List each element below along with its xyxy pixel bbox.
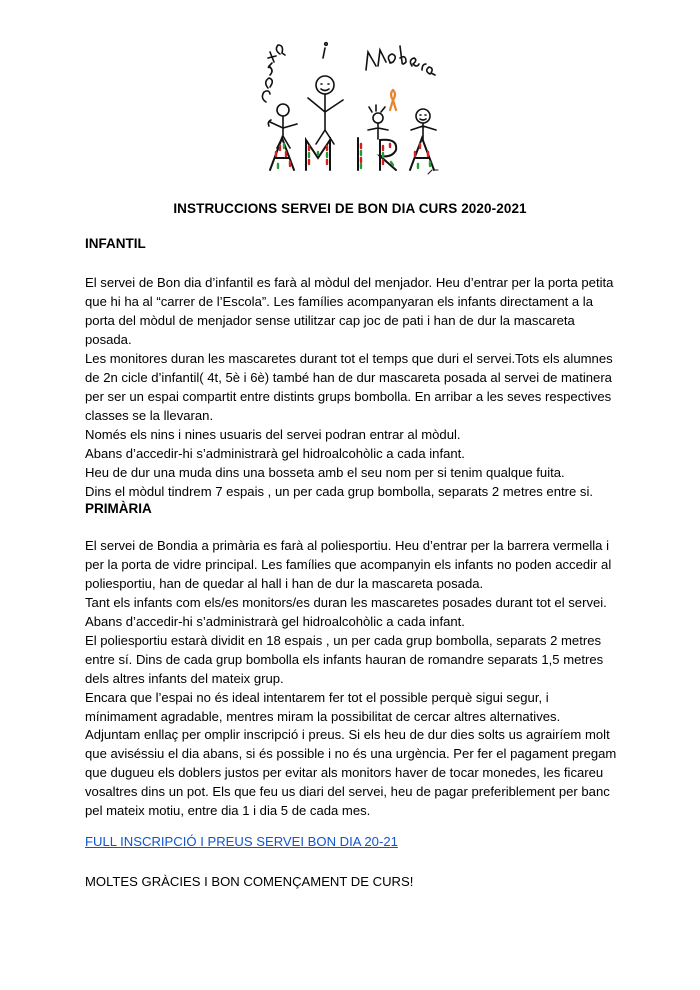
text-line: Encara que l’espai no és ideal intentarem fer tot el possible perquè sigui segur, i	[85, 690, 549, 705]
text-line: que dugueu els doblers justos per evitar als monitors haver de tocar monedes, les ficareu	[85, 765, 604, 780]
text-line: entre sí. Dins de cada grup bombolla els infants hauran de romandre separats 1,5 metres	[85, 652, 604, 667]
closing-text: MOLTES GRÀCIES I BON COMENÇAMENT DE CURS!	[85, 874, 414, 889]
text-line: Adjuntam enllaç per omplir inscripció i preus. Si els heu de dur dies solts us agrairíem molt	[85, 727, 610, 742]
text-line: mínimament agradable, mentres miram la possibilitat de cercar altres alternatives.	[85, 709, 561, 724]
text-line: classes se la llevaran.	[85, 408, 214, 423]
text-line: de 2n cicle d’infantil( 4t, 5è i 6è) també han de dur mascareta posada al servei de matinera	[85, 370, 612, 385]
text-line: vosaltres dins un pot. Els que feu us diari del servei, heu de pagar preferiblement per banc	[85, 784, 610, 799]
text-line: porta del mòdul de menjador sense utilitzar cap joc de pati i han de dur la mascareta	[85, 313, 575, 328]
section-heading-primaria: PRIMÀRIA	[85, 501, 152, 516]
text-line: Tant els infants com els/es monitors/es duran les mascaretes posades durant tot el servei.	[85, 595, 607, 610]
document-title: INSTRUCCIONS SERVEI DE BON DIA CURS 2020-2021	[173, 201, 527, 216]
section-heading-infantil: INFANTIL	[85, 236, 146, 251]
registration-form-link[interactable]: FULL INSCRIPCIÓ I PREUS SERVEI BON DIA 20-21	[85, 834, 398, 849]
text-line: per la porta de vidre principal. Les famílies que acompanyin els infants no poden accedir al	[85, 557, 612, 572]
text-line: posada.	[85, 332, 132, 347]
text-line: Només els nins i nines usuaris del servei podran entrar al mòdul.	[85, 427, 461, 442]
text-line: per ser un espai compartit entre distints grups bombolla. En arribar a les seves respectives	[85, 389, 612, 404]
text-line: dels altres infants del mateix grup.	[85, 671, 284, 686]
text-line: Heu de dur una muda dins una bosseta amb el seu nom per si tenim qualque fuita.	[85, 465, 565, 480]
text-line: El poliesportiu estarà dividit en 18 espais , un per cada grup bombolla, separats 2 metres	[85, 633, 602, 648]
payment-paragraph	[85, 725, 625, 820]
text-line: El servei de Bondia a primària es farà al poliesportiu. Heu d’entrar per la barrera vermella i	[85, 538, 609, 553]
text-line: que aviséssiu el dia abans, si és possible i no és una urgència. Per fer el pagament pregam	[85, 746, 617, 761]
amira-logo	[248, 40, 458, 175]
text-line: pel mateix motiu, entre dia 1 i dia 5 de cada mes.	[85, 803, 371, 818]
text-line: Abans d’accedir-hi s’administrarà gel hidroalcohòlic a cada infant.	[85, 614, 465, 629]
text-line: que hi ha al “carrer de l’Escola”. Les famílies acompanyaran els infants directament a la	[85, 294, 593, 309]
infantil-paragraph	[85, 273, 625, 501]
text-line: El servei de Bon dia d’infantil es farà al mòdul del menjador. Heu d’entrar per la porta petita	[85, 275, 614, 290]
text-line: poliesportiu, han de quedar al hall i han de dur la mascareta posada.	[85, 576, 484, 591]
text-line: Dins el mòdul tindrem 7 espais , un per cada grup bombolla, separats 2 metres entre si.	[85, 484, 594, 499]
text-line: Abans d’accedir-hi s’administrarà gel hidroalcohòlic a cada infant.	[85, 446, 465, 461]
text-line: Les monitores duran les mascaretes durant tot el temps que duri el servei.Tots els alumnes	[85, 351, 613, 366]
primaria-paragraph	[85, 536, 625, 726]
